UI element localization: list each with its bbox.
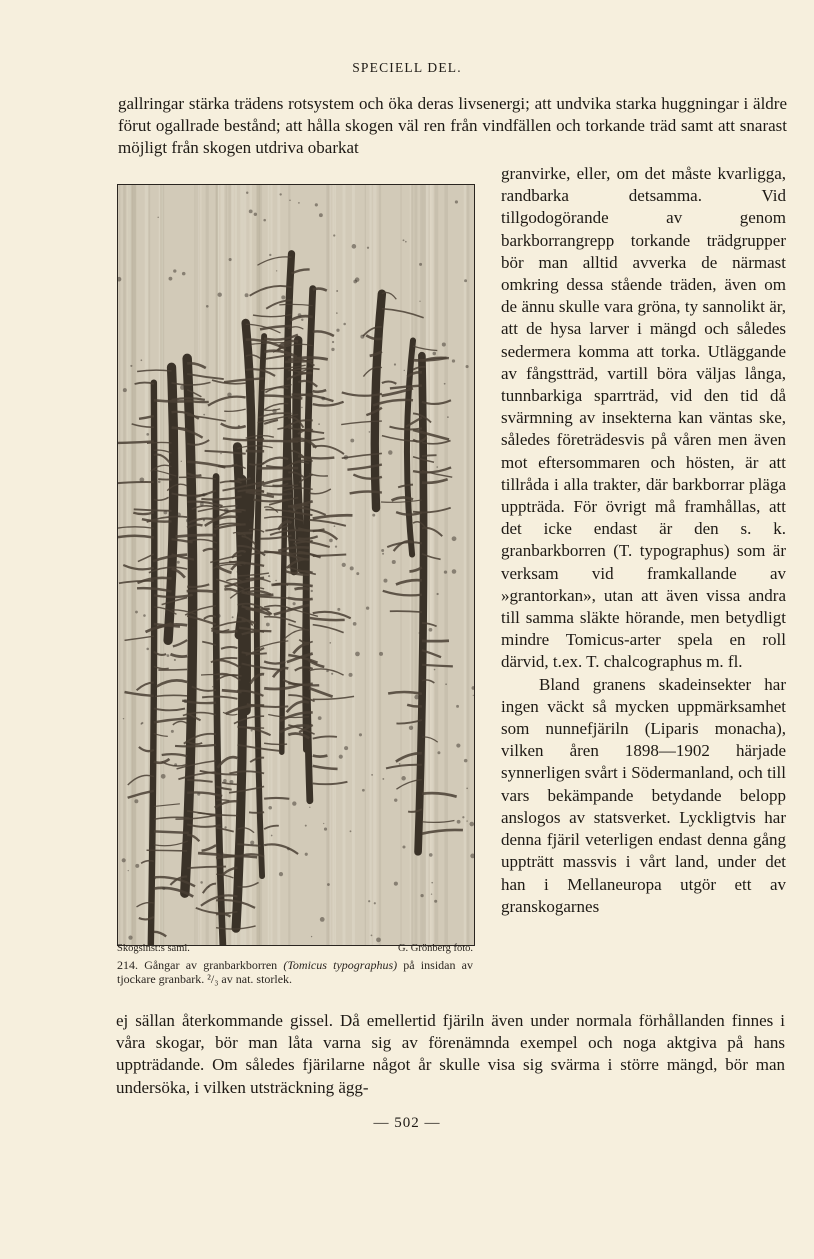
photo-credit (117, 943, 473, 954)
running-header: SPECIELL DEL. (352, 60, 462, 75)
paragraph: gallringar stärka trädens rotsystem och öka deras livsenergi; att undvika starka huggningar i äldre förut ogallrade bestånd; att hålla skogen väl ren från vindfällen och torkande träd samt att snarast möjligt från skogen utdriva obarkat (118, 94, 787, 158)
body-text-right (501, 163, 786, 918)
caption-species: (Tomicus typographus) (283, 958, 398, 972)
caption-rest: på insidan av tjockare granbark. (117, 958, 473, 986)
page-number: — 502 — (373, 1115, 441, 1131)
credit-photographer: G. Grönberg foto. (397, 943, 473, 954)
caption-number: 214. (117, 958, 138, 972)
credit-collection: Skogsinst:s saml. (117, 943, 190, 954)
caption-text: Gångar av granbarkborren (144, 958, 278, 972)
figure-caption (117, 958, 473, 986)
body-text-bottom (116, 1010, 785, 1099)
paragraph: ej sällan återkommande gissel. Då emellertid fjäriln även under normala förhållanden finnes i våra skogar, bör man låta varna sig av förenämnda exempel och noga aktgiva på hans uppträdande. Om således fjärilarne något år skulle visa sig svärma i större mängd, bör man undersöka, i vilken utsträckning ägg- (116, 1011, 785, 1097)
paragraph: granvirke, eller, om det måste kvarligga, randbarka detsamma. Vid tillgodogörande av genom barkborrangrepp torkande trädgrupper bör man alltid avverka de närmast omkring dessa stående träden, även om de ännu skulle vara gröna, ty sannolikt är, att de hysa larver i mängd och således sedermera komma att torka. Utläggande av fångstträd, vartill böra väljas långa, tunnbarkiga sparrträd, vid den tid då svärmning av insekterna kan väntas ske, således företrädesvis på våren men även mot eftersommaren och hösten, är att tillråda i alla trakter, där barkborrar pläga uppträda. För övrigt må framhållas, att det icke endast är den s. k. granbarkborren (T. typographus) som är verksam vid framkallande av »grantorkan», utan att även vissa andra till samma släkte hörande, men betydligt mindre Tomicus-arter spela en roll därvid, t.ex. T. chalcographus m. fl. (501, 164, 786, 672)
bark-gallery-illustration (118, 185, 474, 945)
bark-beetle-photo (117, 184, 475, 946)
body-text-top (118, 93, 787, 160)
caption-scale: ²/₃ av nat. storlek. (207, 972, 293, 986)
paragraph: Bland granens skadeinsekter har ingen väckt så mycken uppmärksamhet som nunnefjäriln (Liparis monacha), vilken åren 1898—1902 härjade synnerligen svårt i Södermanland, och till vars bekämpande betydande belopp anslogos av statsverket. Lyckligtvis har denna fjäril veterligen endast denna gång uppträtt massvis i vårt land, under det han i Mellaneuropa utgör ett av granskogarnes (501, 674, 786, 916)
